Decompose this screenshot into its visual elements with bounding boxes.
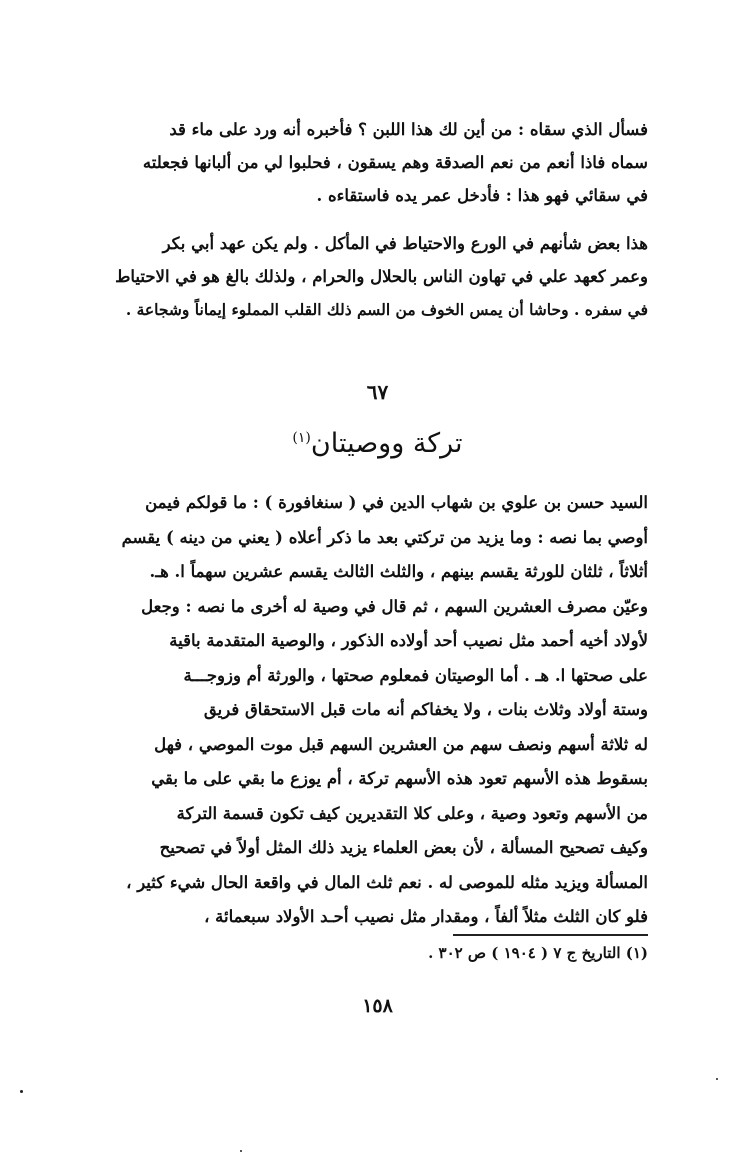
text-line: له ثلاثة أسهم ونصف سهم من العشرين السهم قبل موت الموصي ، فهل	[154, 734, 648, 754]
text-line: هذا بعض شأنهم في الورع والاحتياط في المأكل . ولم يكن عهد أبي بكر	[162, 234, 648, 253]
text-line: بسقوط هذه الأسهم تعود هذه الأسهم تركة ، أم يوزع ما بقي على ما بقي	[151, 769, 648, 788]
text-line: في سقائي فهو هذا : فأدخل عمر يده فاستقاءه .	[316, 186, 648, 205]
text-line: في سفره . وحاشا أن يمس الخوف من السم ذلك القلب المملوء إيماناً وشجاعة .	[125, 300, 648, 319]
scan-speck	[20, 1090, 23, 1093]
text-line: وستة أولاد وثلاث بنات ، ولا يخفاكم أنه مات قبل الاستحقاق فريق	[203, 700, 648, 719]
text-line: وعيّن مصرف العشرين السهم ، ثم قال في وصية له أخرى ما نصه : وجعل	[141, 596, 648, 616]
text-line: وعمر كعهد علي في تهاون الناس بالحلال والحرام ، ولذلك بالغ هو في الاحتياط	[115, 267, 648, 286]
text-line: فسأل الذي سقاه : من أين لك هذا اللبن ؟ فأخبره أنه ورد على ماء قد	[169, 120, 648, 139]
paragraph-2	[113, 227, 648, 326]
text-line: من الأسهم وتعود وصية ، وعلى كلا التقديرين كيف تكون قسمة التركة	[176, 803, 648, 823]
text-line: المسألة ويزيد مثله للموصى له . نعم ثلث المال في واقعة الحال شيء كثير ،	[126, 872, 648, 892]
text-line: وكيف تصحيح المسألة ، لأن بعض العلماء يزيد ذلك المثل أولاً في تصحيح	[159, 838, 648, 857]
footnote-divider	[453, 934, 648, 936]
paragraph-3	[113, 486, 648, 935]
footnote: (١) التاريخ ج ٧ ( ١٩٠٤ ) ص ٣٠٢ .	[428, 944, 648, 962]
page-number: ١٥٨	[362, 995, 393, 1017]
text-line: سماه فاذا أنعم من نعم الصدقة وهم يسقون ، فحلبوا لي من ألبانها فجعلته	[142, 153, 648, 172]
scan-speck	[716, 1078, 718, 1080]
footnote-marker: (١)	[292, 430, 311, 446]
text-line: على صحتها ا. هـ . أما الوصيتان فمعلوم صحتها ، والورثة أم وزوجـــة	[183, 665, 648, 685]
paragraph-1	[113, 113, 648, 212]
section-title-text: تركة ووصيتان	[310, 428, 463, 459]
text-line: أوصي بما نصه : وما يزيد من تركتي بعد ما ذكر أعلاه ( يعني من دينه ) يقسم	[121, 527, 648, 547]
scan-speck	[240, 1150, 242, 1152]
section-title	[0, 428, 755, 459]
text-line: السيد حسن بن علوي بن شهاب الدين في ( سنغافورة ) : ما قولكم فيمن	[145, 493, 648, 512]
text-line: لأولاد أخيه أحمد مثل نصيب أحد أولاده الذكور ، والوصية المتقدمة باقية	[169, 631, 648, 650]
section-number: ٦٧	[366, 380, 389, 404]
text-line: أثلاثاً ، ثلثان للورثة يقسم بينهم ، والثلث الثالث يقسم عشرين سهماً ا. هـ.	[149, 562, 648, 581]
text-line: فلو كان الثلث مثلاً ألفاً ، ومقدار مثل نصيب أحـد الأولاد سبعمائة ،	[204, 907, 648, 926]
